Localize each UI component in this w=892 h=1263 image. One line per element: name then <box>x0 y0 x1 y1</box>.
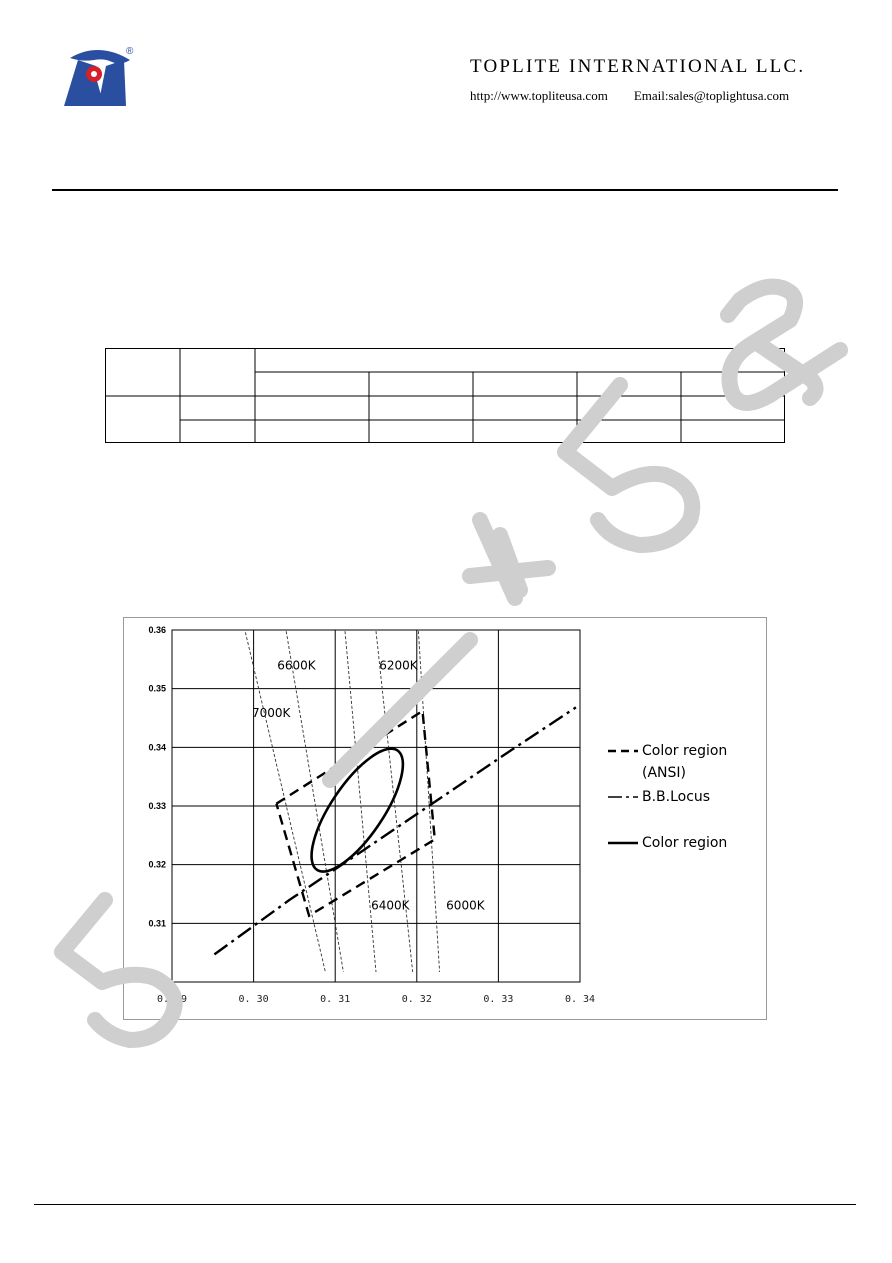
company-name: TOPLITE INTERNATIONAL LLC. <box>470 56 806 77</box>
registered-mark: ® <box>126 46 134 57</box>
cct-label: 6200K <box>379 658 418 673</box>
watermark-star <box>470 520 548 598</box>
cct-line <box>345 631 376 972</box>
chart-svg <box>124 618 768 1021</box>
x-tick-label: 0. 34 <box>564 994 596 1005</box>
x-tick-label: 0. 30 <box>238 994 269 1005</box>
legend-label: Color region <box>642 835 728 851</box>
cct-label: 6000K <box>446 898 485 913</box>
x-tick-label: 0. 31 <box>320 994 351 1005</box>
footer-divider <box>34 1204 856 1205</box>
bb-locus-line <box>214 707 576 954</box>
spec-table <box>105 348 785 443</box>
cct-line <box>245 632 325 972</box>
logo-right-wing <box>98 60 126 106</box>
y-tick-label: 0.33 <box>148 801 166 811</box>
y-tick-label: 0.31 <box>148 918 166 929</box>
legend-label: Color region <box>642 743 728 759</box>
y-tick-label: 0.34 <box>148 742 166 753</box>
legend-label: (ANSI) <box>642 765 686 781</box>
logo-white-dot <box>91 71 97 77</box>
y-tick-label: 0.32 <box>148 859 166 870</box>
y-tick-label: 0.30 <box>148 977 166 987</box>
legend-label: B.B.Locus <box>642 789 711 805</box>
cct-label: 6400K <box>371 898 410 913</box>
header-divider <box>52 189 838 191</box>
cct-label: 6600K <box>277 658 316 673</box>
cct-line <box>376 631 413 972</box>
ansi-region-line <box>276 711 434 916</box>
contact-line <box>470 88 789 104</box>
x-tick-label: 0. 29 <box>156 994 188 1005</box>
email-link[interactable]: Email:sales@toplightusa.com <box>633 88 790 103</box>
company-logo <box>60 44 140 110</box>
y-tick-label: 0.35 <box>148 683 166 694</box>
chromaticity-chart <box>123 617 767 1020</box>
y-tick-label: 0.36 <box>148 625 166 635</box>
cct-label: 7000K <box>251 705 291 720</box>
x-tick-label: 0. 32 <box>401 994 432 1005</box>
website-link[interactable]: http://www.topliteusa.com <box>470 88 608 103</box>
x-tick-label: 0. 33 <box>483 994 514 1005</box>
